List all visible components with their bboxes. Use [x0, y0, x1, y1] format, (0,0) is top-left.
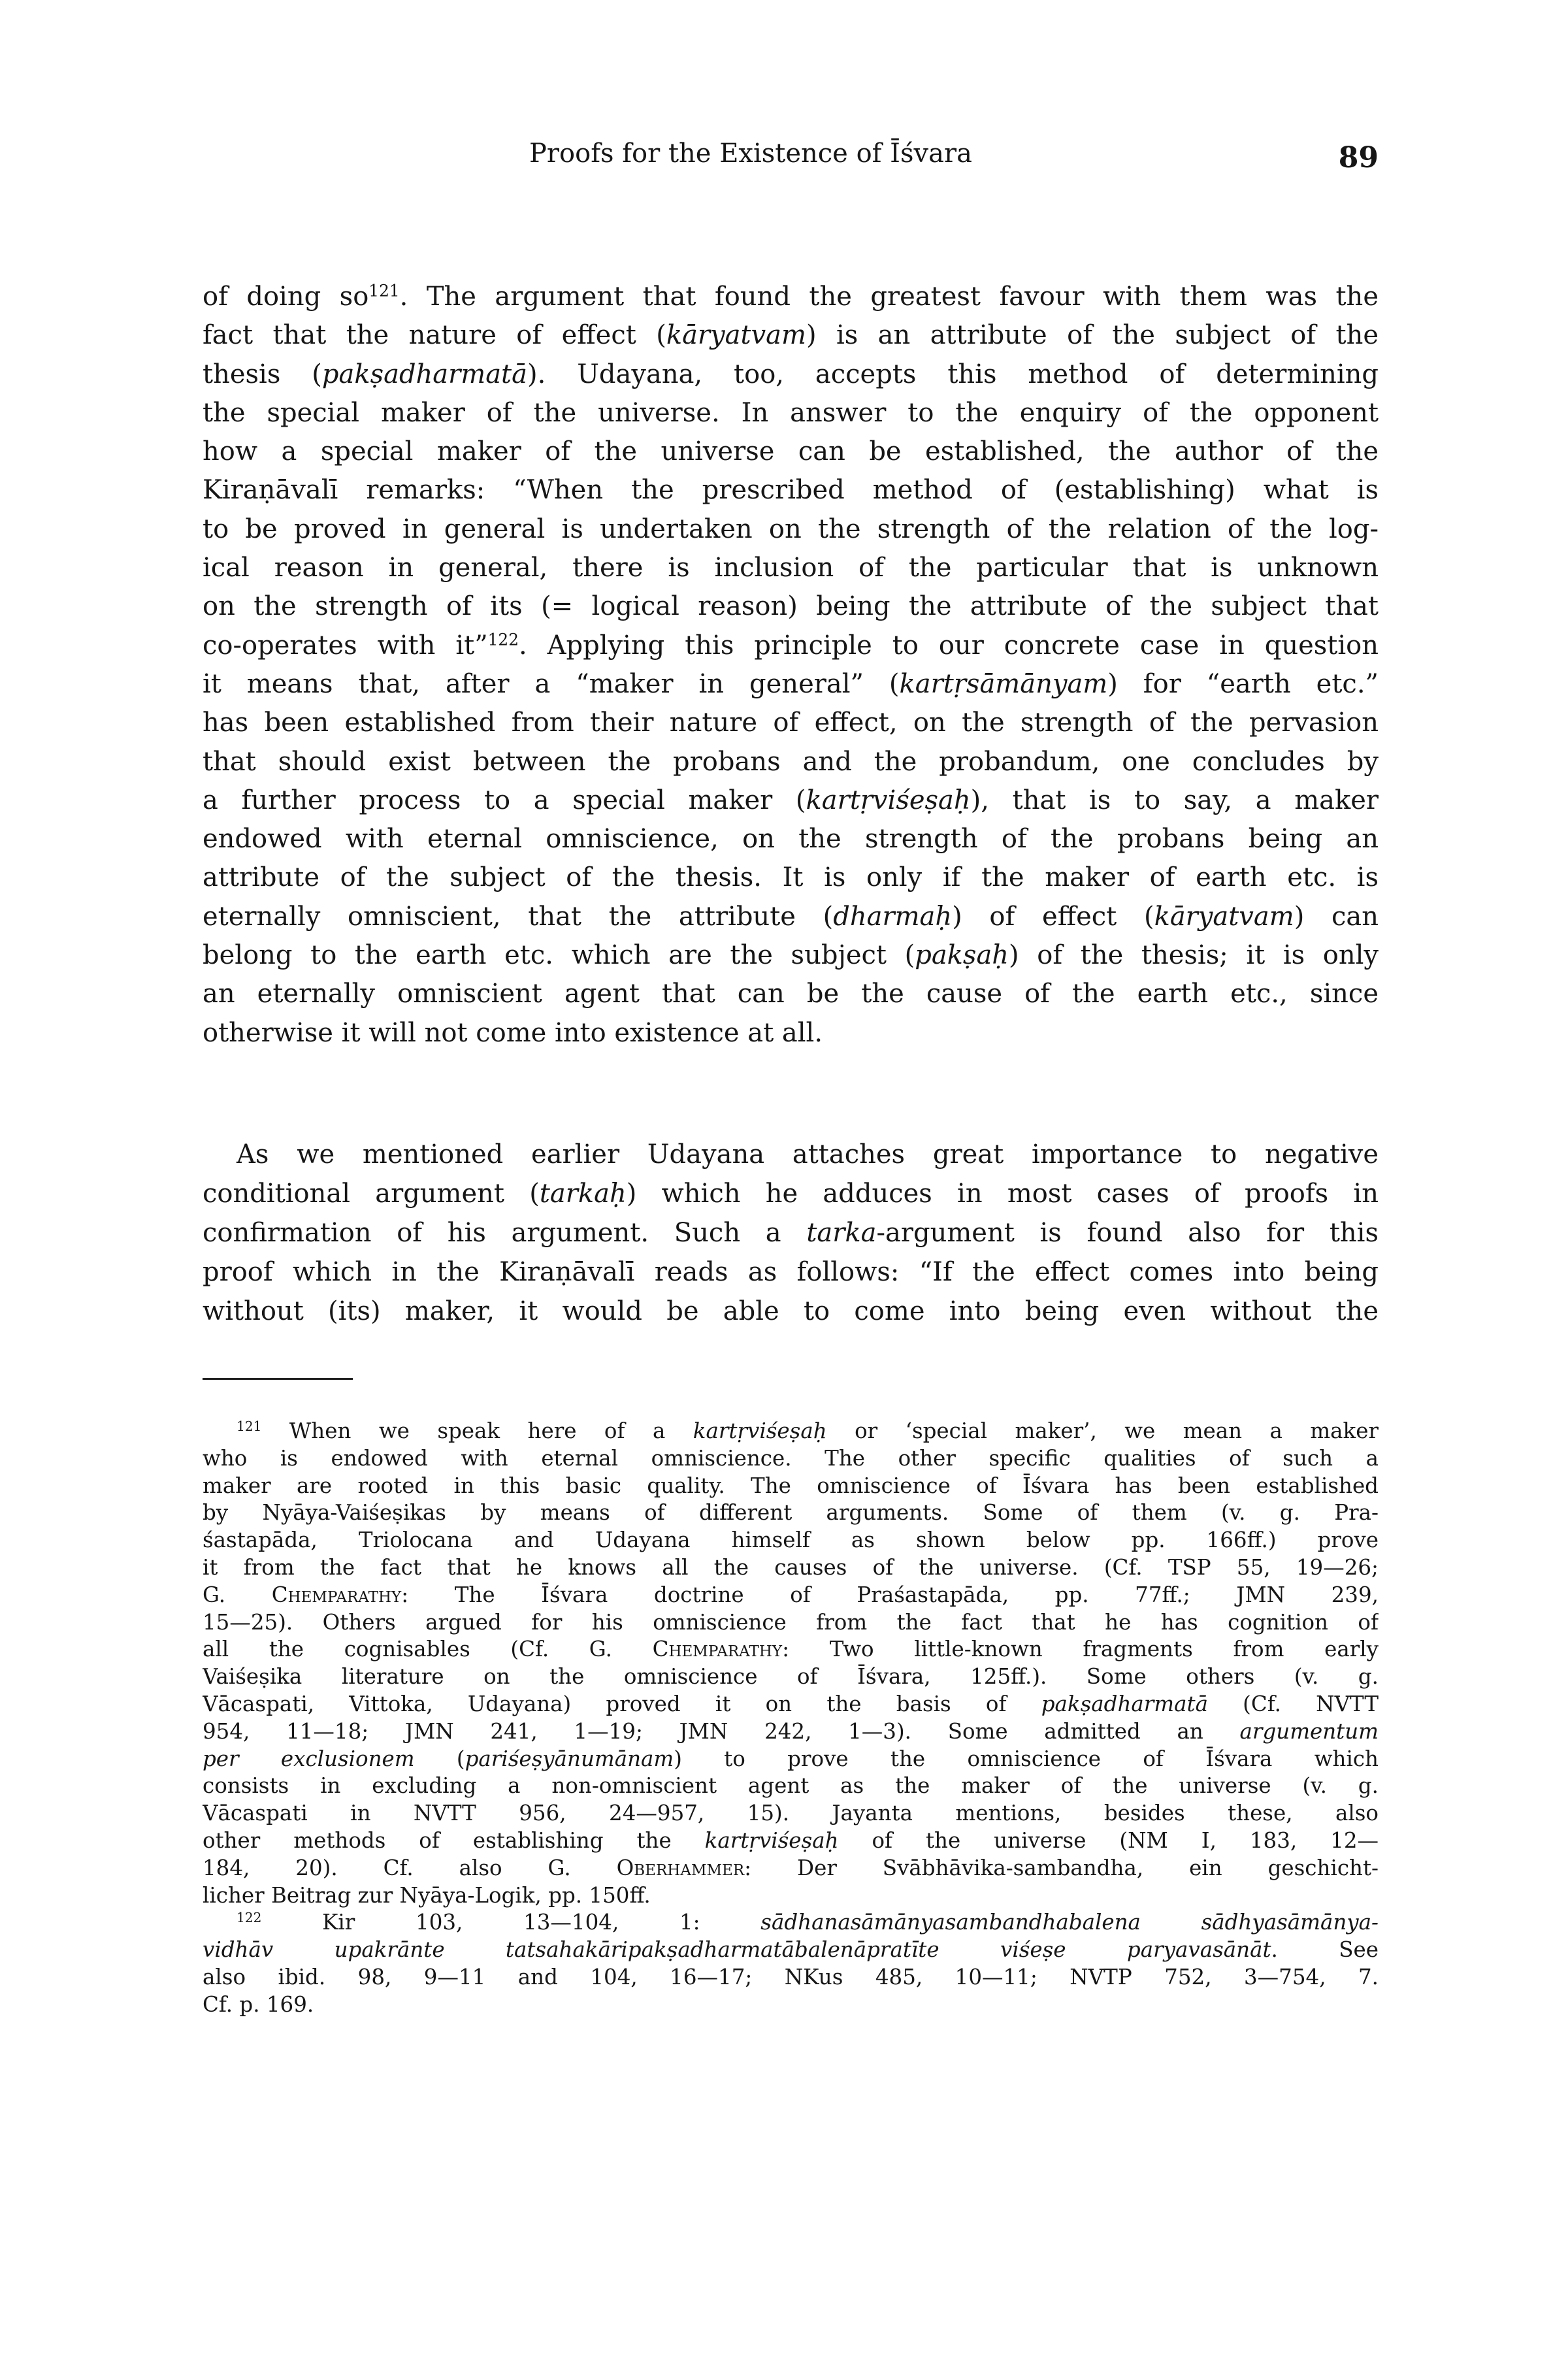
- text-line: [203, 549, 1379, 587]
- text-run: thesis (: [203, 359, 322, 389]
- text-run: (: [414, 1746, 465, 1771]
- text-line: [203, 1445, 1379, 1473]
- text-run: . See: [1271, 1937, 1379, 1963]
- footnotes: [203, 1418, 1379, 2019]
- text-run: endowed with eternal omniscience, on the strength of the probans being an: [203, 824, 1379, 855]
- text-run: licher Beitrag zur Nyāya-Logik, pp. 150ff.: [203, 1882, 651, 1908]
- text-run: ) can: [1294, 901, 1379, 932]
- text-line: [203, 1937, 1379, 1964]
- text-line: [203, 1964, 1379, 1991]
- text-run: Cf. p. 169.: [203, 1991, 314, 2017]
- text-line: [203, 1636, 1379, 1663]
- text-run: ) of effect (: [952, 901, 1154, 932]
- text-run: without (its) maker, it would be able to come into being even without the: [203, 1296, 1379, 1326]
- text-line: [203, 665, 1379, 704]
- text-run: 184, 20). Cf. also G.: [203, 1855, 617, 1880]
- text-run: belong to the earth etc. which are the subject (: [203, 940, 915, 971]
- italic-term: tarkaḥ: [539, 1179, 627, 1209]
- footnote-reference: 122: [487, 630, 519, 649]
- text-line: [203, 471, 1379, 510]
- italic-term: pakṣadharmatā: [321, 359, 527, 389]
- text-run: to be proved in general is undertaken on the strength of the relation of the log-: [203, 514, 1379, 544]
- text-run: -argument is found also for this: [876, 1218, 1379, 1248]
- text-line: [203, 936, 1379, 975]
- body-paragraph: [203, 1135, 1379, 1331]
- text-line: [203, 1800, 1379, 1827]
- text-run: it from the fact that he knows all the causes of the universe. (Cf. TSP 55, 19—26;: [203, 1554, 1379, 1580]
- footnote-reference: 122: [237, 1910, 262, 1926]
- text-run: confirmation of his argument. Such a: [203, 1218, 807, 1248]
- text-run: has been established from their nature of effect, on the strength of the pervasion: [203, 708, 1379, 738]
- text-run: : Two little-known fragments from early: [782, 1637, 1379, 1662]
- text-run: ical reason in general, there is inclusion of the particular that is unknown: [203, 553, 1379, 583]
- text-run: by Nyāya-Vaiśeṣikas by means of different arguments. Some of them (v. g. Pra-: [203, 1500, 1379, 1526]
- text-run: : The Īśvara doctrine of Praśastapāda, pp. 77ff.; JMN 239,: [401, 1582, 1379, 1607]
- page-number: 89: [1338, 141, 1379, 174]
- text-line: [203, 975, 1379, 1013]
- text-run: that should exist between the probans and the probandum, one concludes by: [203, 746, 1379, 777]
- text-line: [203, 1773, 1379, 1800]
- italic-term: argumentum: [1239, 1718, 1379, 1744]
- text-run: ), that is to say, a maker: [970, 785, 1379, 815]
- text-run: all the cognisables (Cf. G.: [203, 1637, 653, 1662]
- text-line: [203, 820, 1379, 859]
- text-run: śastapāda, Triolocana and Udayana himself as shown below pp. 166ff.) prove: [203, 1528, 1379, 1553]
- author-name: Chemparathy: [652, 1637, 783, 1662]
- italic-term: kartṛviśeṣaḥ: [693, 1418, 827, 1443]
- text-line: [203, 1882, 1379, 1910]
- text-line: [203, 433, 1379, 471]
- text-line: [203, 1663, 1379, 1691]
- text-line: [203, 627, 1379, 665]
- italic-term: kāryatvam: [1154, 901, 1294, 932]
- italic-term: per exclusionem: [203, 1746, 415, 1771]
- author-name: Chemparathy: [271, 1582, 402, 1607]
- text-run: conditional argument (: [203, 1179, 540, 1209]
- italic-term: kartṛviśeṣaḥ: [704, 1827, 839, 1853]
- text-line: [203, 1991, 1379, 2019]
- text-line: [203, 1554, 1379, 1582]
- text-line: [203, 510, 1379, 549]
- text-line: [203, 704, 1379, 742]
- text-run: consists in excluding a non-omniscient agent as the maker of the universe (v. g.: [203, 1773, 1379, 1799]
- text-run: Vācaspati in NVTT 956, 24—957, 15). Jayanta mentions, besides these, also: [203, 1801, 1379, 1826]
- text-run: G.: [203, 1582, 272, 1607]
- text-run: or ‘special maker’, we mean a maker: [826, 1418, 1379, 1443]
- text-run: ) for “earth etc.”: [1107, 668, 1379, 699]
- italic-term: kartṛsāmānyam: [899, 668, 1108, 699]
- text-run: ) is an attribute of the subject of the: [806, 320, 1379, 351]
- text-run: As we mentioned earlier Udayana attaches great importance to negative: [237, 1139, 1379, 1170]
- text-line: [203, 1855, 1379, 1882]
- italic-term: pariśeṣyānumānam: [465, 1746, 674, 1771]
- italic-term: vidhāv upakrānte tatsahakāripakṣadharmatābalenāpratīte viśeṣe paryavasānāt: [203, 1937, 1271, 1963]
- body-paragraph: [203, 278, 1379, 1053]
- text-line: [203, 859, 1379, 897]
- text-line: [203, 1909, 1379, 1937]
- text-run: on the strength of its (= logical reason) being the attribute of the subject that: [203, 591, 1379, 622]
- running-header: [203, 139, 1379, 184]
- italic-term: dharmaḥ: [833, 901, 953, 932]
- italic-term: tarka: [806, 1218, 877, 1248]
- text-run: attribute of the subject of the thesis. It is only if the maker of earth etc. is: [203, 862, 1379, 893]
- italic-term: kāryatvam: [666, 320, 806, 351]
- text-run: . The argument that found the greatest favour with them was the: [399, 282, 1379, 312]
- text-run: Kir 103, 13—104, 1:: [261, 1910, 761, 1935]
- text-line: [203, 355, 1379, 394]
- text-run: proof which in the Kiraṇāvalī reads as follows: “If the effect comes into being: [203, 1257, 1379, 1287]
- text-run: When we speak here of a: [261, 1418, 693, 1443]
- text-line: [203, 781, 1379, 820]
- text-run: eternally omniscient, that the attribute (: [203, 901, 834, 932]
- text-line: [203, 743, 1379, 781]
- text-run: Vaiśeṣika literature on the omniscience of Īśvara, 125ff.). Some others (v. g.: [203, 1664, 1379, 1690]
- text-run: the special maker of the universe. In answer to the enquiry of the opponent: [203, 397, 1379, 428]
- text-run: ) of the thesis; it is only: [1009, 940, 1379, 971]
- text-line: [203, 1292, 1379, 1331]
- text-run: an eternally omniscient agent that can be the cause of the earth etc., since: [203, 979, 1379, 1009]
- text-line: [203, 1135, 1379, 1174]
- text-run: otherwise it will not come into existence at all.: [203, 1017, 823, 1048]
- text-run: (Cf. NVTT: [1207, 1691, 1379, 1716]
- text-line: [203, 1691, 1379, 1718]
- footnote-separator: [203, 1378, 353, 1380]
- text-run: how a special maker of the universe can be established, the author of the: [203, 436, 1379, 467]
- text-run: who is endowed with eternal omniscience. The other specific qualities of such a: [203, 1445, 1379, 1471]
- text-line: [203, 587, 1379, 626]
- text-run: Vācaspati, Vittoka, Udayana) proved it on the basis of: [203, 1691, 1041, 1716]
- text-run: fact that the nature of effect (: [203, 320, 666, 351]
- text-line: [203, 898, 1379, 936]
- text-run: other methods of establishing the: [203, 1827, 705, 1853]
- footnote-122: [203, 1909, 1379, 2018]
- text-run: co-operates with it”: [203, 630, 488, 661]
- text-line: [203, 1582, 1379, 1609]
- text-run: of the universe (NM I, 183, 12—: [838, 1827, 1379, 1853]
- running-title: Proofs for the Existence of Īśvara: [529, 139, 972, 169]
- text-run: ). Udayana, too, accepts this method of determining: [527, 359, 1379, 389]
- text-run: a further process to a special maker (: [203, 785, 806, 815]
- text-line: [203, 316, 1379, 355]
- text-line: [203, 1827, 1379, 1855]
- text-line: [203, 1014, 1379, 1053]
- text-line: [203, 1252, 1379, 1292]
- text-line: [203, 1746, 1379, 1773]
- italic-term: sādhanasāmānyasambandhabalena sādhyasāmānya-: [760, 1910, 1379, 1935]
- text-run: also ibid. 98, 9—11 and 104, 16—17; NKus 485, 10—11; NVTP 752, 3—754, 7.: [203, 1964, 1379, 1989]
- footnote-reference: 121: [237, 1418, 262, 1434]
- text-run: ) to prove the omniscience of Īśvara which: [674, 1746, 1379, 1771]
- author-name: Oberhammer: [616, 1855, 745, 1880]
- text-run: ) which he adduces in most cases of proofs in: [626, 1179, 1379, 1209]
- text-run: it means that, after a “maker in general” (: [203, 668, 900, 699]
- text-line: [203, 394, 1379, 433]
- text-line: [203, 1213, 1379, 1252]
- text-line: [203, 1609, 1379, 1637]
- text-line: [203, 1718, 1379, 1746]
- text-run: 15—25). Others argued for his omniscience from the fact that he has cognition of: [203, 1609, 1379, 1635]
- footnote-121: [203, 1418, 1379, 1909]
- text-run: of doing so: [203, 282, 369, 312]
- text-line: [203, 1527, 1379, 1554]
- text-run: . Applying this principle to our concrete case in question: [519, 630, 1379, 661]
- text-line: [203, 1418, 1379, 1445]
- text-line: [203, 278, 1379, 316]
- text-run: Kiraṇāvalī remarks: “When the prescribed method of (establishing) what is: [203, 475, 1379, 506]
- text-line: [203, 1473, 1379, 1500]
- italic-term: kartṛviśeṣaḥ: [806, 785, 971, 815]
- text-run: 954, 11—18; JMN 241, 1—19; JMN 242, 1—3). Some admitted an: [203, 1718, 1240, 1744]
- italic-term: pakṣaḥ: [915, 940, 1009, 971]
- text-line: [203, 1499, 1379, 1527]
- text-line: [203, 1174, 1379, 1213]
- text-run: : Der Svābhāvika-sambandha, ein geschicht-: [744, 1855, 1379, 1880]
- footnote-reference: 121: [368, 281, 400, 301]
- text-run: maker are rooted in this basic quality. The omniscience of Īśvara has been established: [203, 1473, 1379, 1498]
- italic-term: pakṣadharmatā: [1041, 1691, 1208, 1716]
